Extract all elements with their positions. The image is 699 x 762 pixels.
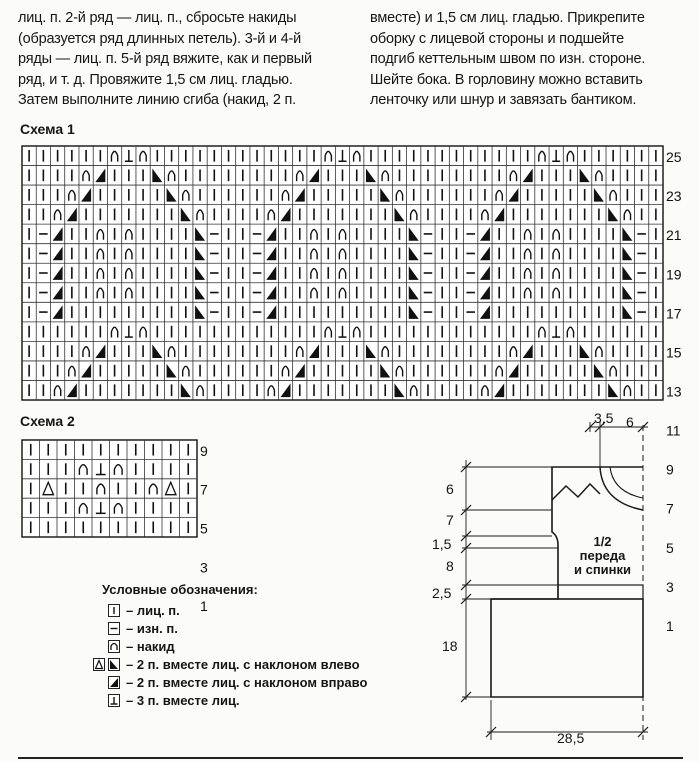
legend-item-purl: – изн. п. — [80, 619, 367, 637]
dim-7: 7 — [446, 512, 454, 528]
neckline-inner — [610, 467, 643, 498]
row-number: 3 — [666, 578, 674, 595]
body-text-right: вместе) и 1,5 см лиц. гладью. Прикрепите оборку с лицевой стороны и подшейте подгиб кеттельным швом по изн. стороне. Шейте бока. В горловину можно вставить ленточку или шнур и завязать бантиком. — [370, 10, 646, 108]
legend-item-k3tog: – 3 п. вместе лиц. — [80, 691, 367, 709]
legend — [80, 582, 367, 709]
garment-schematic — [461, 422, 648, 740]
legend-title: Условные обозначения: — [102, 582, 258, 597]
yarnover-symbol-icon — [108, 640, 120, 653]
triangle-symbol-icon — [93, 658, 105, 671]
row-number: 1 — [200, 598, 208, 615]
waistband — [558, 585, 643, 599]
dim-width: 28,5 — [557, 730, 585, 746]
purl-symbol-icon — [108, 622, 120, 635]
dim-8: 8 — [446, 558, 454, 574]
dim-top-b: 6 — [626, 414, 634, 430]
dim-18: 18 — [442, 638, 458, 654]
row-number: 11 — [666, 422, 681, 439]
knit-symbol-icon — [108, 604, 120, 617]
dim-1-5: 1,5 — [432, 536, 452, 552]
row-number: 13 — [666, 383, 682, 400]
legend-item-yarnover: – накид — [80, 637, 367, 655]
row-number: 15 — [666, 344, 682, 361]
row-number: 9 — [200, 442, 208, 459]
legend-item-k2tog-left: – 2 п. вместе лиц. с наклоном влево — [80, 655, 367, 673]
row-number: 5 — [666, 539, 674, 556]
right-slant-symbol-icon — [108, 676, 120, 689]
shoulder-frill — [552, 484, 600, 500]
row-number: 25 — [666, 149, 682, 166]
row-number: 1 — [666, 617, 674, 634]
row-number: 5 — [200, 520, 208, 537]
scheme1-title: Схема 1 — [20, 121, 75, 137]
legend-item-knit: – лиц. п. — [80, 601, 367, 619]
row-number: 21 — [666, 227, 682, 244]
row-number: 23 — [666, 188, 682, 205]
dim-2-5: 2,5 — [432, 585, 452, 601]
body-outline — [491, 599, 643, 697]
row-number: 7 — [200, 481, 208, 498]
schematic-label: 1/2 переда и спинки — [574, 534, 632, 577]
bottom-rule — [18, 757, 683, 759]
row-number: 7 — [666, 500, 674, 517]
body-text-left: лиц. п. 2-й ряд — лиц. п., сбросьте накиды (образуется ряд длинных петель). 3-й и 4-й ряды — лиц. п. 5-й ряд вяжите, как и первый ряд, и т. д. Провяжите 1,5 см лиц. гладью. Затем выполните линию сгиба (накид, 2 п. — [18, 10, 312, 108]
dim-top-a: 3,5 — [594, 410, 614, 426]
row-number: 19 — [666, 266, 682, 283]
scheme2-title: Схема 2 — [20, 413, 75, 429]
legend-item-k2tog-right: – 2 п. вместе лиц. с наклоном вправо — [80, 673, 367, 691]
row-number: 3 — [200, 559, 208, 576]
left-slant-symbol-icon — [108, 658, 120, 671]
row-number: 17 — [666, 305, 682, 322]
row-number: 9 — [666, 461, 674, 478]
k3tog-symbol-icon — [108, 694, 120, 707]
dim-6: 6 — [446, 481, 454, 497]
